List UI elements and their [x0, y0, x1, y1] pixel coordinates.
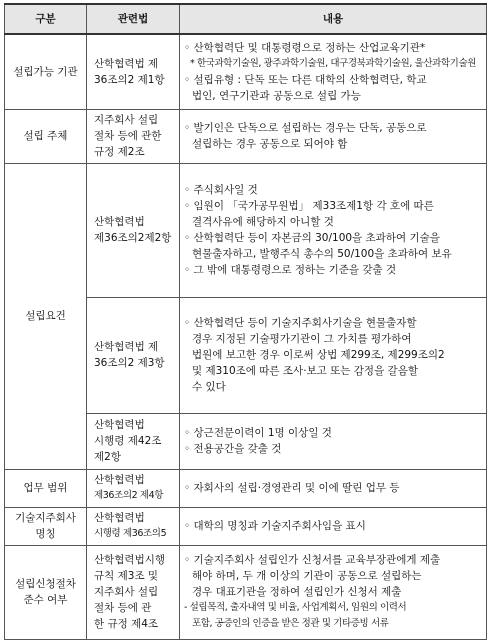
header-category: 구분 [5, 4, 87, 34]
content-cell: ◦ 산학협력단 및 대통령령으로 정하는 산업교육기관* * 한국과학기술원, 광주과학기술원, 대구경북과학기술원, 울산과학기술원 ◦ 설립유형 : 단독 또는 다른 대학의 산학협력단, 학교 법인, 연구기관과 공동으로 설립 가능 [180, 34, 487, 109]
content-cell: ◦ 기술지주회사 설립인가 신청서를 교육부장관에게 제출 해야 하며, 두 개 이상의 기관이 공동으로 설립하는 경우 대표기관을 정하여 설립인가 신청서 제출 - 설립목적, 출자내역 및 비율, 사업계획서, 임원의 이력서 포함, 공증인의 인증을 받은 정관 및 기타증빙 서류 [180, 545, 487, 639]
category-cell: 기술지주회사 명칭 [5, 507, 87, 545]
table-row [5, 545, 487, 639]
category-cell: 설립신청절차 준수 여부 [5, 545, 87, 639]
header-law: 관련법 [87, 4, 180, 34]
law-cell: 산학협력법 시행령 제36조의5 [87, 507, 180, 545]
law-cell: 산학협력법 제36조의2 제4항 [87, 469, 180, 507]
header-row [5, 4, 487, 34]
table-row [5, 507, 487, 545]
header-content: 내용 [180, 4, 487, 34]
law-cell: 지주회사 설립 절차 등에 관한 규정 제2조 [87, 109, 180, 163]
law-cell: 산학협력법시행 규칙 제3조 및 지주회사 설립 절차 등에 관 한 규정 제4조 [87, 545, 180, 639]
category-cell: 설립 주체 [5, 109, 87, 163]
law-cell: 산학협력법 제 36조의2 제3항 [87, 297, 180, 413]
content-cell: ◦ 자회사의 설립·경영관리 및 이에 딸린 업무 등 [180, 469, 487, 507]
table-row [5, 163, 487, 297]
content-cell: ◦ 상근전문이력이 1명 이상일 것 ◦ 전용공간을 갖출 것 [180, 413, 487, 469]
table-row [5, 34, 487, 109]
regulation-table [4, 3, 487, 640]
content-cell: ◦ 발기인은 단독으로 설립하는 경우는 단독, 공동으로 설립하는 경우 공동으로 되어야 함 [180, 109, 487, 163]
content-cell: ◦ 주식회사일 것 ◦ 임원이 「국가공무원법」 제33조제1항 각 호에 따른 결격사유에 해당하지 아니할 것 ◦ 산학협력단 등이 자본금의 30/100을 초과하여 기술을 현물출자하고, 발행주식 총수의 50/100을 초과하여 보유 ◦ 그 밖에 대통령령으로 정하는 기준을 갖출 것 [180, 163, 487, 297]
law-cell: 산학협력법 제36조의2제2항 [87, 163, 180, 297]
category-cell: 설립가능 기관 [5, 34, 87, 109]
category-cell: 설립요건 [5, 163, 87, 469]
category-cell: 업무 범위 [5, 469, 87, 507]
law-cell: 산학협력법 제 36조의2 제1항 [87, 34, 180, 109]
law-cell: 산학협력법 시행령 제42조 제2항 [87, 413, 180, 469]
content-cell: ◦ 산학협력단 등이 기술지주회사기술을 현물출자할 경우 지정된 기술평가기관이 그 가치를 평가하여 법원에 보고한 경우 이로써 상법 제299조, 제299조의2 및 제310조에 따른 조사·보고 또는 감정을 갈음할 수 있다 [180, 297, 487, 413]
content-cell: ◦ 대학의 명칭과 기술지주회사임을 표시 [180, 507, 487, 545]
table-row [5, 109, 487, 163]
table-row [5, 469, 487, 507]
